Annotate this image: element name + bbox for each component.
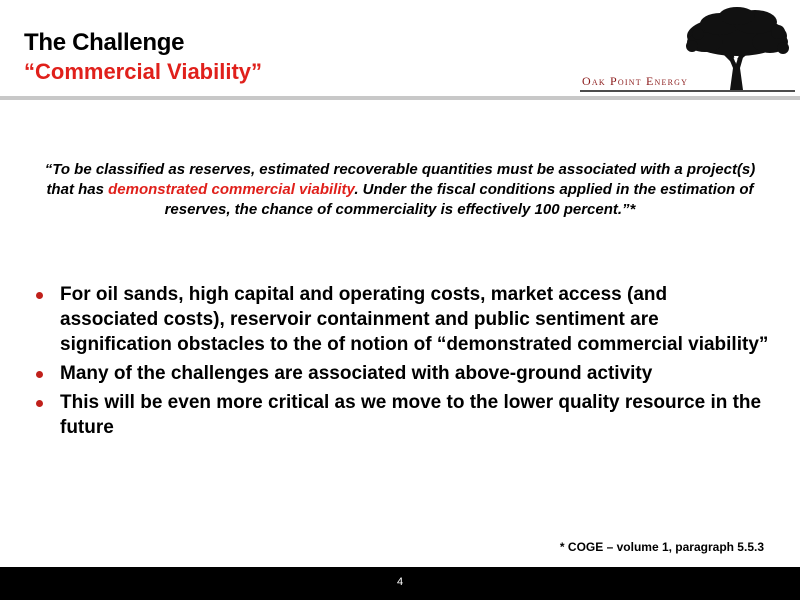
bullet-item (30, 390, 770, 440)
bullet-dot-icon (36, 292, 43, 299)
company-logo (580, 6, 795, 96)
header-divider (0, 96, 800, 100)
bullet-list (30, 282, 770, 444)
bullet-text: Many of the challenges are associated with above-ground activity (60, 363, 653, 384)
page-number: 4 (396, 576, 404, 588)
bullet-dot-icon (36, 400, 43, 407)
slide-subtitle: “Commercial Viability” (24, 59, 263, 84)
bullet-item (30, 361, 770, 386)
logo-text: Oak Point Energy (582, 74, 689, 88)
bullet-dot-icon (36, 371, 43, 378)
slide-title: The Challenge (24, 29, 185, 56)
quote-highlight: demonstrated commercial viability (108, 181, 355, 198)
quote-text-end: . Under the fiscal conditions applied in the estimation of reserves, the chance of commerciality is effectively 100 percent.”* (164, 181, 754, 218)
footer-bar (0, 567, 800, 600)
slide-header (0, 0, 800, 96)
quote-text-start: “To be classified as reserves, estimated recoverable quantities must be associated with a project(s) that has (44, 161, 756, 198)
definition-quote (30, 160, 770, 220)
bullet-item (30, 282, 770, 357)
bullet-text: This will be even more critical as we move to the lower quality resource in the future (60, 392, 762, 438)
footnote: * COGE – volume 1, paragraph 5.5.3 (559, 540, 764, 554)
bullet-text: For oil sands, high capital and operating costs, market access (and associated costs), reservoir containment and public sentiment are signification obstacles to the of notion of “demonstrated commercial viability” (60, 284, 769, 355)
